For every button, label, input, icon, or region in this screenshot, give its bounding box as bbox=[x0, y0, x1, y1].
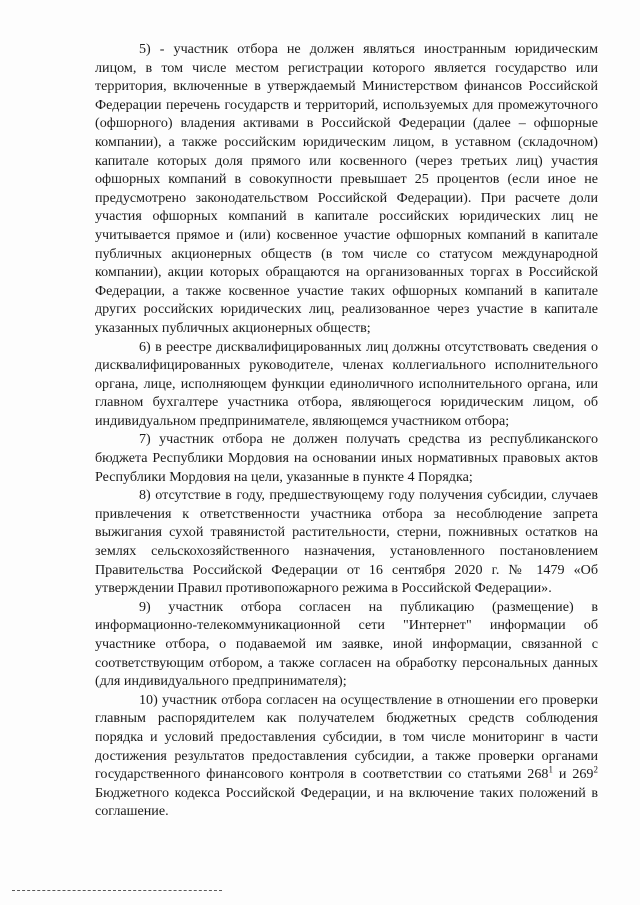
paragraph-item-8: 8) отсутствие в году, предшествующему году получения субсидии, случаев привлечения к ответственности участника отбора за несоблюдение запрета выжигания сухой травянистой растительности, стерни, пожнивных остатков на землях сельскохозяйственного назначения, установленного постановлением Правительства Российской Федерации от 16 сентября 2020 г. № 1479 «Об утверждении Правил противопожарного режима в Российской Федерации». bbox=[95, 487, 598, 597]
paragraph-item-6: 6) в реестре дисквалифицированных лиц должны отсутствовать сведения о дисквалифицированных руководителе, членах коллегиального исполнительного органа, лице, исполняющем функции единоличного исполнительного органа, или главном бухгалтере участника отбора, являющегося юридическим лицом, об индивидуальном предпринимателе, являющемся участником отбора; bbox=[95, 338, 598, 429]
paragraph-item-7: 7) участник отбора не должен получать средства из республиканского бюджета Республики Мордовия на основании иных нормативных правовых актов Республики Мордовия на цели, указанные в пункте 4 Порядка; bbox=[95, 431, 598, 485]
paragraph-item-9: 9) участник отбора согласен на публикацию (размещение) в информационно-телекоммуникационной сети "Интернет" информации об участнике отбора, о подаваемой им заявке, иной информации, связанной с соответствующим отбором, а также согласен на обработку персональных данных (для индивидуального предпринимателя); bbox=[95, 598, 598, 690]
paragraph-item-10 bbox=[95, 691, 598, 821]
paragraph-10-end: Бюджетного кодекса Российской Федерации, и на включение таких положений в соглашение. bbox=[95, 784, 598, 820]
paragraph-item-5: 5) - участник отбора не должен являться иностранным юридическим лицом, в том числе местом регистрации которого является государство или территория, включенные в утверждаемый Министерством финансов Российской Федерации перечень государств и территорий, используемых для промежуточного (офшорного) владения активами в Российской Федерации (далее – офшорные компании), а также российским юридическим лицом, в уставном (складочном) капитале которых доля прямого или косвенного (через третьих лиц) участия офшорных компаний в совокупности превышает 25 процентов (если иное не предусмотрено законодательством Российской Федерации). При расчете доли участия офшорных компаний в капитале российских юридических лиц не учитывается прямое и (или) косвенное участие офшорных компаний в капитале публичных акционерных обществ (в том числе со статусом международной компании), акции которых обращаются на организованных торгах в Российской Федерации, а также косвенное участие таких офшорных компаний в капитале других российских юридических лиц, реализованное через участие в капитале указанных публичных акционерных обществ; bbox=[95, 41, 598, 336]
superscript-1: 1 bbox=[548, 764, 553, 775]
bottom-divider bbox=[12, 890, 222, 891]
document-body bbox=[95, 40, 598, 821]
paragraph-10-mid: и 269 bbox=[552, 766, 594, 783]
superscript-2: 2 bbox=[593, 764, 598, 775]
paragraph-10-start: 10) участник отбора согласен на осуществление в отношении его проверки главным распорядителем как получателем бюджетных средств соблюдения порядка и условий предоставления субсидии, в том числе мониторинг в части достижения результатов предоставления субсидии, а также проверки органами государственного финансового контроля в соответствии со статьями 268 bbox=[95, 691, 598, 783]
